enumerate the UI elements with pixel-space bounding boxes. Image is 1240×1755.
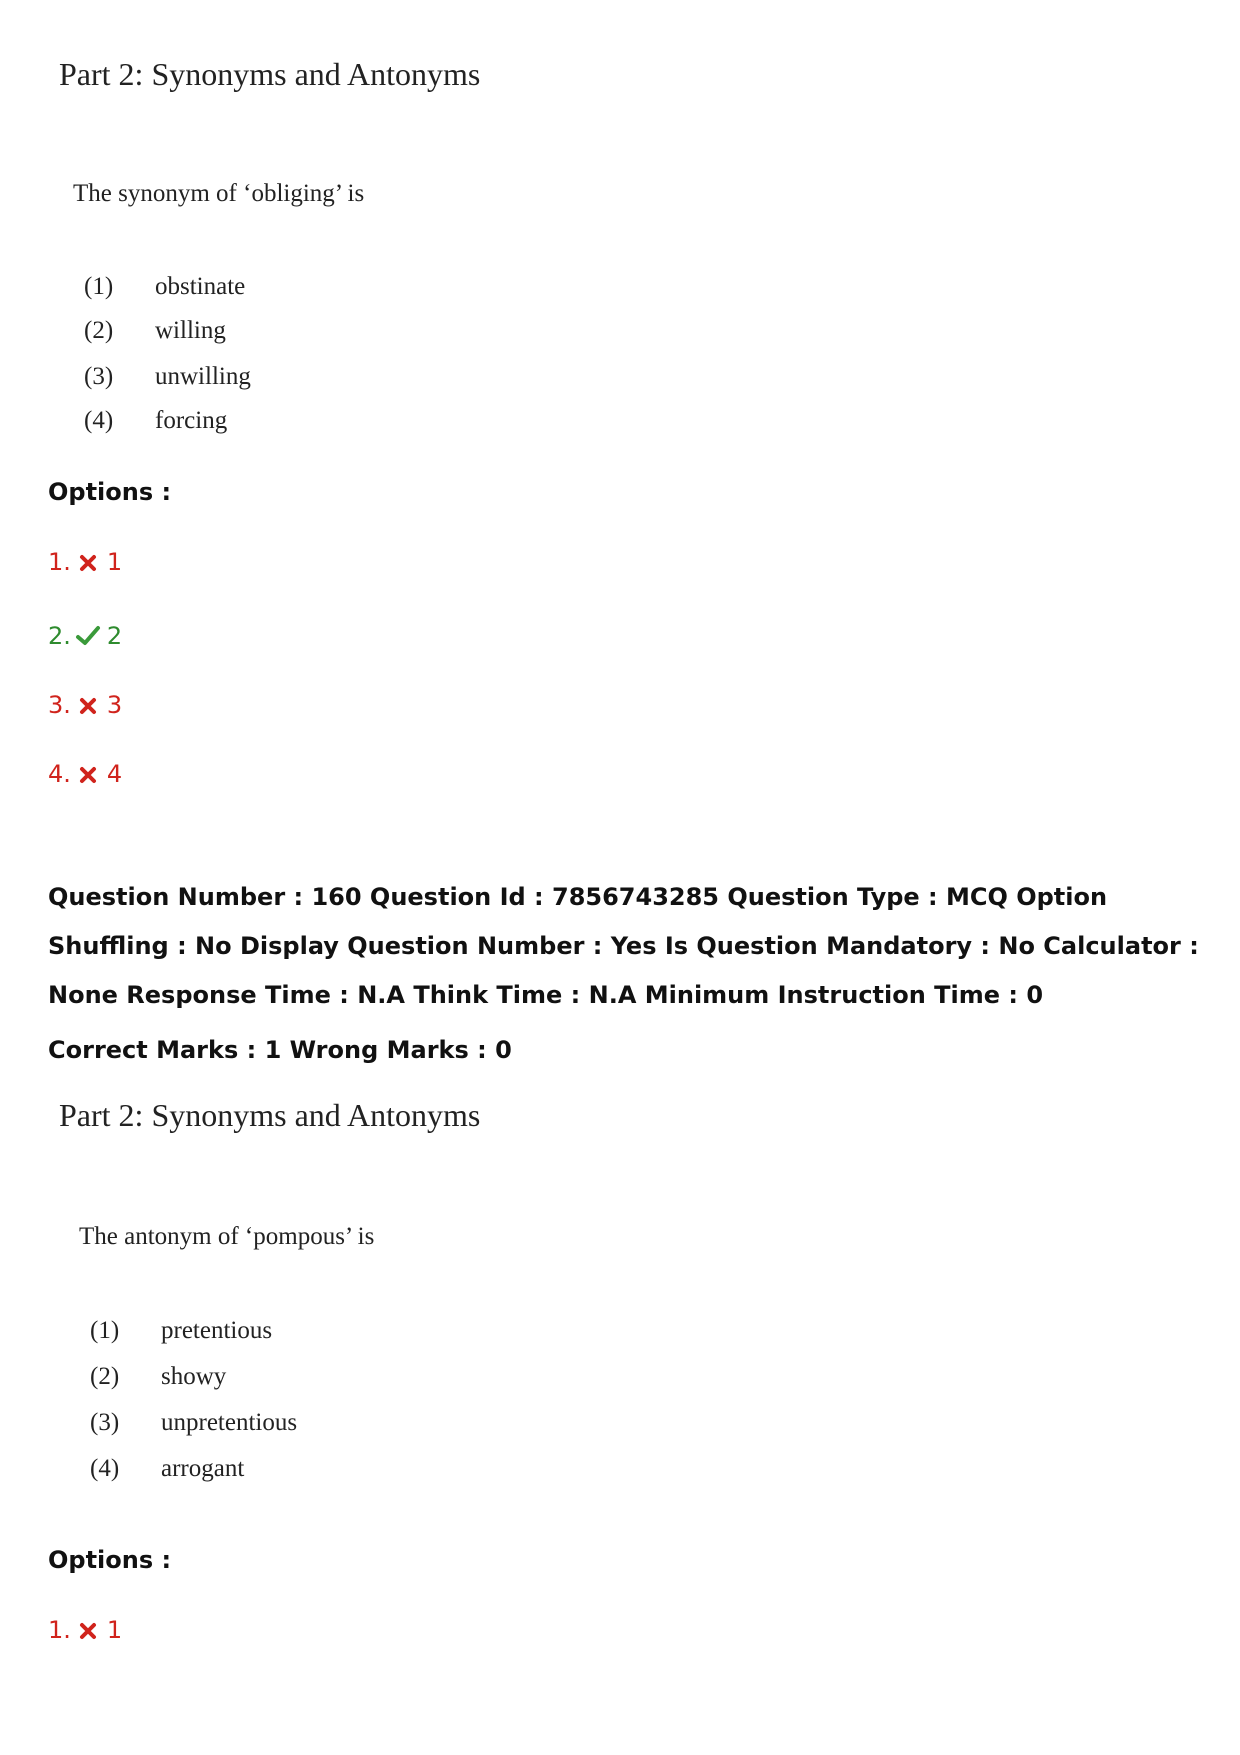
choice-text: forcing <box>155 407 228 434</box>
option-index: 1. <box>48 548 71 576</box>
option-row <box>48 1616 122 1644</box>
choice-text: unpretentious <box>161 1409 298 1436</box>
choice-number: (2) <box>84 317 114 344</box>
choice-text: willing <box>155 317 226 344</box>
option-index: 1. <box>48 1616 71 1644</box>
option-value: 1 <box>106 548 123 576</box>
option-value: 3 <box>106 691 123 719</box>
choice-text: obstinate <box>155 273 246 300</box>
part-title: Part 2: Synonyms and Antonyms <box>59 56 481 92</box>
option-index: 3. <box>48 691 71 719</box>
part-title: Part 2: Synonyms and Antonyms <box>59 1097 481 1133</box>
cross-icon <box>75 693 101 717</box>
choice-number: (4) <box>84 407 114 434</box>
options-label: Options : <box>48 478 172 506</box>
option-row <box>48 548 122 576</box>
question-text: The antonym of ‘pompous’ is <box>79 1223 375 1250</box>
option-value: 2 <box>106 622 123 650</box>
option-index: 4. <box>48 760 71 788</box>
option-value: 4 <box>106 760 123 788</box>
options-label: Options : <box>48 1546 172 1574</box>
option-row <box>48 691 122 719</box>
cross-icon <box>75 762 101 786</box>
cross-icon <box>75 550 101 574</box>
choice-text: showy <box>161 1363 227 1390</box>
question-meta: Question Number : 160 Question Id : 7856743285 Question Type : MCQ Option Shuffling : No Display Question Number : Yes Is Question Mandatory : No Calculator : None Response Time : N.A Think Time : N.A Minimum Instruction Time : 0 <box>48 883 1199 1009</box>
choice-text: pretentious <box>161 1317 273 1344</box>
choice-number: (2) <box>90 1363 120 1390</box>
choice-number: (1) <box>84 273 114 300</box>
question-text: The synonym of ‘obliging’ is <box>73 180 365 207</box>
choice-number: (3) <box>90 1409 120 1436</box>
choice-text: arrogant <box>161 1455 245 1482</box>
choice-text: unwilling <box>155 363 251 390</box>
choice-number: (1) <box>90 1317 120 1344</box>
option-row <box>48 622 122 650</box>
choice-number: (3) <box>84 363 114 390</box>
check-icon <box>75 624 101 648</box>
cross-icon <box>75 1618 101 1642</box>
option-index: 2. <box>48 622 71 650</box>
choice-number: (4) <box>90 1455 120 1482</box>
option-value: 1 <box>106 1616 123 1644</box>
option-row <box>48 760 122 788</box>
question-marks: Correct Marks : 1 Wrong Marks : 0 <box>48 1036 512 1064</box>
